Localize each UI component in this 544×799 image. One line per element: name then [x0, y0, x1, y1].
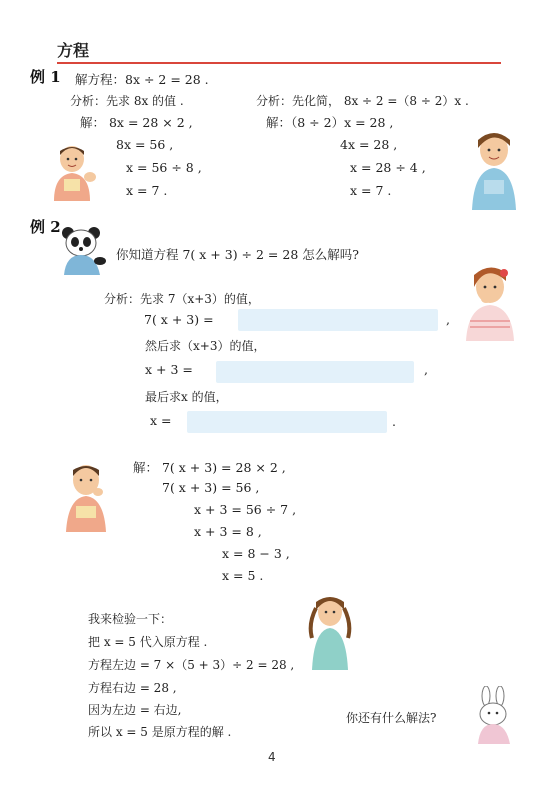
example-2-question: 你知道方程 7( x + 3) ÷ 2 = 28 怎么解吗? [116, 247, 359, 262]
example-1-left-line: x = 56 ÷ 8 , [126, 160, 202, 175]
analysis-expr-2: x + 3 = [145, 362, 193, 377]
example-2-tag: 例 2 [30, 218, 61, 236]
example-1-left-line: x = 7 . [126, 183, 168, 198]
analysis-step-2: 然后求（x+3）的值， [145, 339, 266, 353]
example-1-left-line: 8x = 56 , [116, 137, 174, 152]
analysis-expr-3: x = [150, 413, 172, 428]
answer-blank-3[interactable] [187, 411, 387, 433]
check-line: 所以 x = 5 是原方程的解 . [88, 725, 232, 739]
analysis-comma-2: , [424, 362, 428, 377]
speech-bubble-text: 你还有什么解法? [346, 711, 437, 725]
boy-illustration [44, 143, 104, 201]
check-line: 把 x = 5 代入原方程 . [88, 635, 208, 649]
solution-line: 7( x + 3) = 56 , [162, 480, 260, 495]
girl-illustration [466, 128, 524, 210]
panda-illustration [56, 225, 106, 275]
solution-line: x = 8 − 3 , [222, 546, 290, 561]
solving-boy-illustration [58, 462, 118, 532]
analysis-expr-1: 7( x + 3) = [144, 312, 214, 327]
check-line: 我来检验一下： [88, 612, 173, 626]
answer-blank-1[interactable] [238, 309, 438, 331]
example-1-left-analysis: 分析：先求 8x 的值 . [70, 94, 184, 108]
solution-line: 解： 7( x + 3) = 28 × 2 , [133, 460, 286, 475]
solution-line: x + 3 = 8 , [194, 524, 262, 539]
rabbit-illustration [468, 686, 518, 744]
analysis-comma-1: , [446, 312, 450, 327]
example-1-left-line: 解： 8x = 28 × 2 , [80, 115, 193, 130]
example-1-right-analysis: 分析：先化简， 8x ÷ 2 =（8 ÷ 2）x . [256, 94, 469, 108]
page-number: 4 [268, 750, 276, 764]
example-1-right-line: x = 7 . [350, 183, 392, 198]
thinking-girl-illustration [460, 265, 520, 341]
check-line: 因为左边 = 右边, [88, 703, 182, 717]
solution-line: x + 3 = 56 ÷ 7 , [194, 502, 297, 517]
example-1-problem: 解方程：8x ÷ 2 = 28 . [75, 72, 209, 87]
solution-line: x = 5 . [222, 568, 264, 583]
example-1-right-line: 解：（8 ÷ 2）x = 28 , [266, 115, 394, 130]
analysis-step-3: 最后求x 的值， [145, 390, 228, 404]
analysis-intro: 分析：先求 7（x+3）的值， [104, 292, 260, 306]
analysis-period: . [392, 414, 396, 429]
example-1-right-line: x = 28 ÷ 4 , [350, 160, 426, 175]
title-rule [57, 62, 501, 64]
answer-blank-2[interactable] [216, 361, 414, 383]
check-line: 方程左边 = 7 ×（5 + 3）÷ 2 = 28 , [88, 658, 295, 672]
example-1-tag: 例 1 [30, 68, 61, 86]
pigtail-girl-illustration [304, 594, 356, 670]
check-line: 方程右边 = 28 , [88, 681, 177, 695]
page-title: 方程 [57, 41, 90, 60]
example-1-right-line: 4x = 28 , [340, 137, 398, 152]
